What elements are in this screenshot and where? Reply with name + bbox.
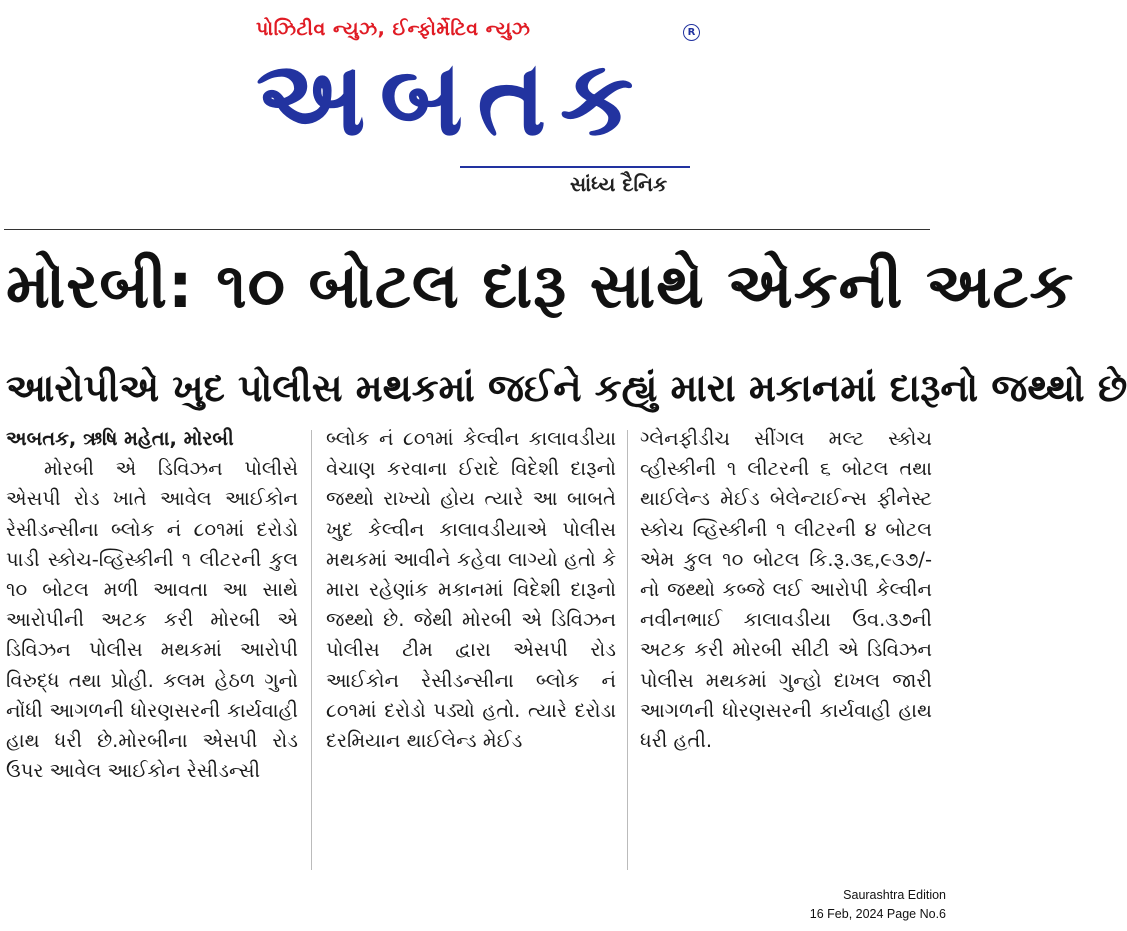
edition-date-page: 16 Feb, 2024 Page No.6 [809,907,946,921]
header-divider [4,229,930,230]
article-column-2 [326,424,616,756]
masthead-tagline: પોઝિટીવ ન્યુઝ, ઈન્ફોર્મેટિવ ન્યુઝ [256,18,531,40]
article-headline: મોરબી: ૧૦ બોટલ દારૂ સાથે એકની અટક [6,249,1075,322]
logo-underline [460,166,690,168]
article-paragraph-1: મોરબી એ ડિવિઝન પોલીસે એસપી રોડ ખાતે આવેલ આઈકોન રેસીડન્સીના બ્લોક નં ૮૦૧માં દરોડો પાડી સ્કોચ-વ્હિસ્કીની ૧ લીટરની કુલ ૧૦ બોટલ મળી આવતા આ સાથે આરોપીની અટક કરી મોરબી એ ડિવિઝન પોલીસ મથકમાં આરોપી વિરુદ્ધ તથા પ્રોહી. કલમ હેઠળ ગુનો નોંધી આગળની ધોરણસરની કાર્યવાહી હાથ ધરી છે.મોરબીના એસપી રોડ ઉપર આવેલ આઈકોન રેસીડન્સી [6,457,298,783]
article-column-3 [640,424,932,756]
article-subheadline: આરોપીએ ખુદ પોલીસ મથકમાં જઈને કહ્યું મારા મકાનમાં દારૂનો જથ્થો છે [6,366,1127,410]
article-paragraph-2: બ્લોક નં ૮૦૧માં કેલ્વીન કાલાવડીયા વેચાણ કરવાના ઈરાદે વિદેશી દારૂનો જથ્થો રાખ્યો હોય ત્યારે આ બાબતે ખુદ કેલ્વીન કાલાવડીયાએ પોલીસ મથકમાં આવીને કહેવા લાગ્યો હતો કે મારા રહેણાંક મકાનમાં વિદેશી દારૂનો જથ્થો છે. જેથી મોરબી એ ડિવિઝન પોલીસ ટીમ દ્વારા એસપી રોડ આઈકોન રેસીડન્સીના બ્લોક નં ૮૦૧માં દરોડો પડ્યો હતો. ત્યારે દરોડા દરમિયાન થાઈલેન્ડ મેઈડ [326,427,616,753]
article-column-1 [6,424,298,786]
masthead [0,0,956,205]
newspaper-logo: અબતક [256,37,648,159]
article-byline: અબતક, ઋષિ મહેતા, મોરબી [6,427,234,450]
edition-name: Saurashtra Edition [843,888,946,902]
article-paragraph-3: ગ્લેનફીડીચ સીંગલ મલ્ટ સ્કોચ વ્હીસ્કીની ૧ લીટરની ૬ બોટલ તથા થાઈલેન્ડ મેઈડ બેલેન્ટાઈન્સ ફીનેસ્ટ સ્કોચ વ્હિસ્કીની ૧ લીટરની ૪ બોટલ એમ કુલ ૧૦ બોટલ કિ.રૂ.૩૬,૯૩૭/-નો જથ્થો કબ્જે લઈ આરોપી કેલ્વીન નવીનભાઈ કાલાવડીયા ઉવ.૩૭ની અટક કરી મોરબી સીટી એ ડિવિઝન પોલીસ મથકમાં ગુન્હો દાખલ જારી આગળની ધોરણસરની કાર્યવાહી હાથ ધરી હતી. [640,427,932,753]
edition-info [810,886,946,924]
column-divider [627,430,628,870]
registered-trademark-icon: R [683,24,700,41]
column-divider [311,430,312,870]
masthead-subtitle: સાંધ્ય દૈનિક [570,172,668,196]
